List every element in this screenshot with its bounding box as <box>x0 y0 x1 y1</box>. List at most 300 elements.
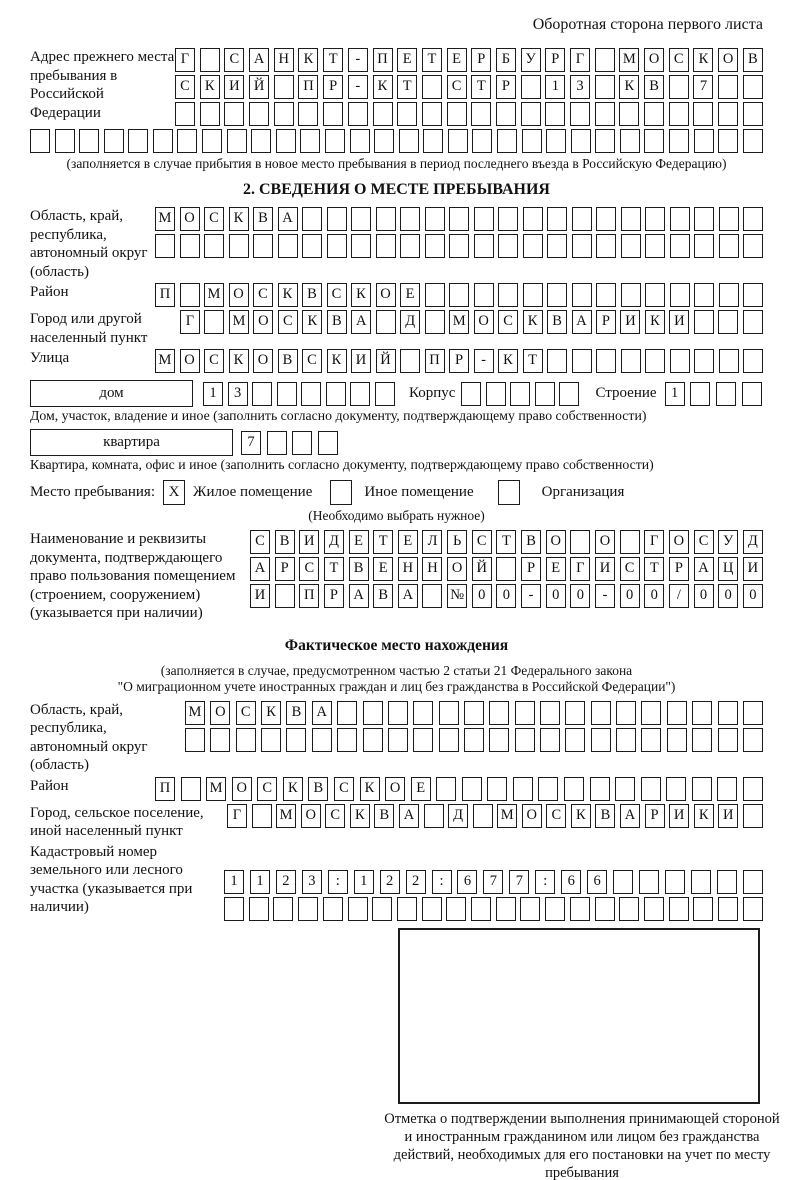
char-box[interactable]: 7 <box>483 870 503 894</box>
char-box[interactable] <box>373 102 393 126</box>
char-box[interactable] <box>448 129 468 153</box>
char-box[interactable]: В <box>595 804 615 828</box>
char-box[interactable]: К <box>498 349 518 373</box>
char-box[interactable]: О <box>253 310 273 334</box>
char-box[interactable]: О <box>229 283 249 307</box>
char-box[interactable]: Е <box>411 777 431 801</box>
char-box[interactable] <box>153 129 173 153</box>
char-box[interactable] <box>372 897 392 921</box>
char-box[interactable] <box>613 870 633 894</box>
char-box[interactable] <box>743 207 763 231</box>
char-box[interactable] <box>498 234 518 258</box>
char-box[interactable]: М <box>497 804 517 828</box>
char-box[interactable] <box>227 129 247 153</box>
char-box[interactable]: К <box>298 48 318 72</box>
char-box[interactable]: 0 <box>620 584 640 608</box>
char-box[interactable]: 1 <box>203 382 223 406</box>
char-box[interactable] <box>545 102 565 126</box>
prev-address-row-3[interactable] <box>175 102 763 126</box>
char-box[interactable] <box>572 349 592 373</box>
char-box[interactable] <box>523 234 543 258</box>
char-box[interactable] <box>595 897 615 921</box>
char-box[interactable] <box>286 728 306 752</box>
char-box[interactable] <box>425 310 445 334</box>
char-box[interactable]: Р <box>324 584 344 608</box>
char-box[interactable] <box>224 897 244 921</box>
char-box[interactable] <box>447 102 467 126</box>
actual-city-row[interactable] <box>227 804 763 828</box>
char-box[interactable]: 0 <box>644 584 664 608</box>
char-box[interactable]: О <box>301 804 321 828</box>
char-box[interactable] <box>743 349 763 373</box>
char-box[interactable]: Р <box>669 557 689 581</box>
char-box[interactable]: : <box>535 870 555 894</box>
char-box[interactable] <box>522 129 542 153</box>
char-box[interactable] <box>350 129 370 153</box>
char-box[interactable]: М <box>155 207 175 231</box>
char-box[interactable]: К <box>693 48 713 72</box>
char-box[interactable] <box>691 870 711 894</box>
char-box[interactable] <box>596 234 616 258</box>
char-box[interactable] <box>323 102 343 126</box>
char-box[interactable] <box>570 530 590 554</box>
char-box[interactable]: С <box>498 310 518 334</box>
char-box[interactable]: 1 <box>665 382 685 406</box>
char-box[interactable] <box>326 382 346 406</box>
char-box[interactable]: А <box>399 804 419 828</box>
char-box[interactable] <box>743 310 763 334</box>
char-box[interactable] <box>743 804 763 828</box>
char-box[interactable]: Г <box>570 48 590 72</box>
char-box[interactable] <box>472 129 492 153</box>
char-box[interactable]: С <box>447 75 467 99</box>
char-box[interactable]: 6 <box>587 870 607 894</box>
char-box[interactable]: Й <box>472 557 492 581</box>
char-box[interactable] <box>515 701 535 725</box>
document-row-2[interactable] <box>250 557 763 581</box>
char-box[interactable] <box>719 283 739 307</box>
char-box[interactable]: С <box>334 777 354 801</box>
char-box[interactable] <box>464 728 484 752</box>
char-box[interactable]: П <box>155 777 175 801</box>
char-box[interactable] <box>496 102 516 126</box>
char-box[interactable] <box>397 102 417 126</box>
char-box[interactable] <box>446 897 466 921</box>
char-box[interactable]: А <box>351 310 371 334</box>
char-box[interactable] <box>645 349 665 373</box>
char-box[interactable]: Е <box>349 530 369 554</box>
char-box[interactable]: И <box>595 557 615 581</box>
char-box[interactable]: О <box>644 48 664 72</box>
char-box[interactable] <box>486 382 506 406</box>
char-box[interactable] <box>30 129 50 153</box>
char-box[interactable] <box>565 701 585 725</box>
char-box[interactable] <box>327 207 347 231</box>
char-box[interactable] <box>489 701 509 725</box>
char-box[interactable]: 3 <box>570 75 590 99</box>
char-box[interactable] <box>565 728 585 752</box>
char-box[interactable]: О <box>595 530 615 554</box>
char-box[interactable] <box>564 777 584 801</box>
char-box[interactable] <box>425 234 445 258</box>
char-box[interactable] <box>155 234 175 258</box>
char-box[interactable]: О <box>180 349 200 373</box>
char-box[interactable]: 6 <box>561 870 581 894</box>
char-box[interactable]: К <box>373 75 393 99</box>
char-box[interactable] <box>743 75 763 99</box>
char-box[interactable] <box>473 804 493 828</box>
char-box[interactable]: 1 <box>354 870 374 894</box>
char-box[interactable] <box>252 382 272 406</box>
char-box[interactable] <box>363 728 383 752</box>
char-box[interactable] <box>559 382 579 406</box>
char-box[interactable]: О <box>376 283 396 307</box>
char-box[interactable]: В <box>308 777 328 801</box>
cadastral-row-1[interactable] <box>224 870 763 894</box>
char-box[interactable] <box>251 129 271 153</box>
char-box[interactable]: С <box>257 777 277 801</box>
char-box[interactable]: М <box>206 777 226 801</box>
char-box[interactable]: С <box>302 349 322 373</box>
char-box[interactable]: К <box>229 207 249 231</box>
char-box[interactable] <box>621 349 641 373</box>
char-box[interactable]: - <box>474 349 494 373</box>
char-box[interactable] <box>572 207 592 231</box>
char-box[interactable]: С <box>472 530 492 554</box>
char-box[interactable]: С <box>299 557 319 581</box>
char-box[interactable]: Т <box>397 75 417 99</box>
char-box[interactable] <box>595 48 615 72</box>
char-box[interactable] <box>667 701 687 725</box>
char-box[interactable]: Р <box>275 557 295 581</box>
char-box[interactable] <box>388 728 408 752</box>
char-box[interactable] <box>670 283 690 307</box>
char-box[interactable] <box>641 777 661 801</box>
char-box[interactable] <box>645 234 665 258</box>
char-box[interactable]: О <box>669 530 689 554</box>
char-box[interactable] <box>399 129 419 153</box>
char-box[interactable] <box>719 234 739 258</box>
char-box[interactable]: - <box>348 48 368 72</box>
char-box[interactable]: И <box>743 557 763 581</box>
char-box[interactable] <box>180 234 200 258</box>
char-box[interactable] <box>547 349 567 373</box>
char-box[interactable] <box>413 728 433 752</box>
char-box[interactable] <box>439 728 459 752</box>
char-box[interactable] <box>743 129 763 153</box>
char-box[interactable]: Ь <box>447 530 467 554</box>
checkbox-org[interactable] <box>498 480 520 505</box>
char-box[interactable]: С <box>253 283 273 307</box>
char-box[interactable] <box>743 701 763 725</box>
char-box[interactable]: С <box>204 349 224 373</box>
char-box[interactable] <box>177 129 197 153</box>
char-box[interactable]: Г <box>175 48 195 72</box>
char-box[interactable]: 7 <box>509 870 529 894</box>
document-row-1[interactable] <box>250 530 763 554</box>
char-box[interactable]: Р <box>645 804 665 828</box>
korpus-cells[interactable] <box>461 382 579 406</box>
char-box[interactable] <box>694 207 714 231</box>
prev-address-row-2[interactable] <box>175 75 763 99</box>
char-box[interactable]: У <box>521 48 541 72</box>
char-box[interactable]: О <box>522 804 542 828</box>
char-box[interactable]: Р <box>596 310 616 334</box>
char-box[interactable]: Р <box>545 48 565 72</box>
char-box[interactable]: К <box>645 310 665 334</box>
char-box[interactable]: С <box>224 48 244 72</box>
char-box[interactable]: И <box>718 804 738 828</box>
char-box[interactable]: 3 <box>302 870 322 894</box>
char-box[interactable]: К <box>619 75 639 99</box>
char-box[interactable]: 7 <box>693 75 713 99</box>
char-box[interactable] <box>376 310 396 334</box>
char-box[interactable]: 0 <box>496 584 516 608</box>
char-box[interactable] <box>540 701 560 725</box>
char-box[interactable] <box>670 234 690 258</box>
char-box[interactable] <box>596 283 616 307</box>
char-box[interactable] <box>547 283 567 307</box>
char-box[interactable]: О <box>474 310 494 334</box>
char-box[interactable] <box>644 129 664 153</box>
char-box[interactable] <box>229 234 249 258</box>
char-box[interactable] <box>692 728 712 752</box>
char-box[interactable]: О <box>447 557 467 581</box>
char-box[interactable]: 0 <box>718 584 738 608</box>
char-box[interactable] <box>743 897 763 921</box>
char-box[interactable]: А <box>694 557 714 581</box>
char-box[interactable] <box>596 207 616 231</box>
char-box[interactable]: № <box>447 584 467 608</box>
char-box[interactable]: Й <box>376 349 396 373</box>
char-box[interactable] <box>572 283 592 307</box>
char-box[interactable]: П <box>299 584 319 608</box>
region-row-1[interactable] <box>155 207 763 231</box>
char-box[interactable]: 1 <box>224 870 244 894</box>
char-box[interactable] <box>462 777 482 801</box>
char-box[interactable] <box>400 234 420 258</box>
char-box[interactable] <box>422 75 442 99</box>
char-box[interactable] <box>718 310 738 334</box>
char-box[interactable] <box>267 431 287 455</box>
char-box[interactable]: В <box>743 48 763 72</box>
char-box[interactable] <box>180 283 200 307</box>
char-box[interactable] <box>644 102 664 126</box>
char-box[interactable]: Г <box>570 557 590 581</box>
char-box[interactable] <box>693 897 713 921</box>
char-box[interactable]: С <box>204 207 224 231</box>
char-box[interactable] <box>498 283 518 307</box>
char-box[interactable]: А <box>620 804 640 828</box>
char-box[interactable]: А <box>349 584 369 608</box>
char-box[interactable]: Е <box>373 557 393 581</box>
char-box[interactable] <box>397 897 417 921</box>
char-box[interactable] <box>520 897 540 921</box>
char-box[interactable]: К <box>261 701 281 725</box>
char-box[interactable] <box>325 129 345 153</box>
char-box[interactable]: С <box>250 530 270 554</box>
char-box[interactable]: Т <box>323 48 343 72</box>
char-box[interactable] <box>595 129 615 153</box>
char-box[interactable] <box>523 283 543 307</box>
char-box[interactable] <box>645 207 665 231</box>
char-box[interactable] <box>55 129 75 153</box>
char-box[interactable]: 7 <box>241 431 261 455</box>
char-box[interactable] <box>718 102 738 126</box>
char-box[interactable] <box>717 870 737 894</box>
char-box[interactable]: Т <box>471 75 491 99</box>
char-box[interactable]: В <box>521 530 541 554</box>
char-box[interactable]: К <box>351 283 371 307</box>
char-box[interactable] <box>665 870 685 894</box>
char-box[interactable]: И <box>620 310 640 334</box>
char-box[interactable]: К <box>523 310 543 334</box>
char-box[interactable] <box>621 283 641 307</box>
char-box[interactable]: Т <box>523 349 543 373</box>
district-row[interactable] <box>155 283 763 307</box>
char-box[interactable] <box>252 804 272 828</box>
char-box[interactable] <box>210 728 230 752</box>
char-box[interactable] <box>743 870 763 894</box>
char-box[interactable] <box>667 728 687 752</box>
char-box[interactable]: И <box>669 804 689 828</box>
char-box[interactable] <box>422 102 442 126</box>
char-box[interactable] <box>175 102 195 126</box>
char-box[interactable]: Т <box>644 557 664 581</box>
char-box[interactable] <box>621 207 641 231</box>
char-box[interactable] <box>496 897 516 921</box>
char-box[interactable]: И <box>299 530 319 554</box>
char-box[interactable] <box>692 701 712 725</box>
char-box[interactable]: К <box>200 75 220 99</box>
char-box[interactable]: С <box>236 701 256 725</box>
char-box[interactable]: М <box>155 349 175 373</box>
char-box[interactable]: 0 <box>694 584 714 608</box>
char-box[interactable]: : <box>328 870 348 894</box>
char-box[interactable] <box>388 701 408 725</box>
char-box[interactable]: Т <box>324 557 344 581</box>
char-box[interactable] <box>590 777 610 801</box>
char-box[interactable] <box>337 701 357 725</box>
street-row[interactable] <box>155 349 763 373</box>
char-box[interactable] <box>619 897 639 921</box>
char-box[interactable] <box>620 530 640 554</box>
char-box[interactable] <box>716 382 736 406</box>
char-box[interactable] <box>376 234 396 258</box>
char-box[interactable]: С <box>175 75 195 99</box>
char-box[interactable] <box>545 897 565 921</box>
char-box[interactable]: М <box>619 48 639 72</box>
char-box[interactable] <box>249 897 269 921</box>
char-box[interactable] <box>249 102 269 126</box>
char-box[interactable] <box>424 804 444 828</box>
char-box[interactable] <box>670 207 690 231</box>
char-box[interactable] <box>436 777 456 801</box>
char-box[interactable] <box>278 234 298 258</box>
char-box[interactable] <box>521 102 541 126</box>
char-box[interactable]: 0 <box>570 584 590 608</box>
char-box[interactable] <box>639 870 659 894</box>
char-box[interactable]: А <box>398 584 418 608</box>
char-box[interactable]: Т <box>496 530 516 554</box>
char-box[interactable] <box>489 728 509 752</box>
char-box[interactable] <box>641 728 661 752</box>
char-box[interactable] <box>318 431 338 455</box>
char-box[interactable] <box>348 102 368 126</box>
char-box[interactable] <box>312 728 332 752</box>
char-box[interactable]: Д <box>743 530 763 554</box>
char-box[interactable]: 0 <box>546 584 566 608</box>
char-box[interactable] <box>595 102 615 126</box>
actual-region-row-2[interactable] <box>185 728 763 752</box>
char-box[interactable] <box>718 75 738 99</box>
char-box[interactable]: В <box>349 557 369 581</box>
char-box[interactable]: Е <box>397 48 417 72</box>
actual-district-row[interactable] <box>155 777 763 801</box>
char-box[interactable] <box>374 129 394 153</box>
char-box[interactable]: А <box>572 310 592 334</box>
char-box[interactable] <box>301 382 321 406</box>
char-box[interactable] <box>669 102 689 126</box>
prev-address-row-1[interactable] <box>175 48 763 72</box>
char-box[interactable] <box>422 584 442 608</box>
char-box[interactable]: А <box>249 48 269 72</box>
char-box[interactable]: А <box>250 557 270 581</box>
char-box[interactable]: К <box>302 310 322 334</box>
char-box[interactable]: К <box>571 804 591 828</box>
char-box[interactable]: Е <box>447 48 467 72</box>
char-box[interactable]: В <box>374 804 394 828</box>
char-box[interactable] <box>273 897 293 921</box>
char-box[interactable] <box>669 897 689 921</box>
checkbox-inoe[interactable] <box>330 480 352 505</box>
char-box[interactable]: Г <box>644 530 664 554</box>
char-box[interactable]: 3 <box>228 382 248 406</box>
char-box[interactable]: В <box>373 584 393 608</box>
char-box[interactable]: К <box>283 777 303 801</box>
char-box[interactable] <box>621 234 641 258</box>
char-box[interactable]: Т <box>373 530 393 554</box>
char-box[interactable] <box>275 584 295 608</box>
char-box[interactable] <box>253 234 273 258</box>
char-box[interactable]: У <box>718 530 738 554</box>
char-box[interactable]: Л <box>422 530 442 554</box>
char-box[interactable]: Д <box>324 530 344 554</box>
char-box[interactable] <box>474 283 494 307</box>
char-box[interactable] <box>202 129 222 153</box>
char-box[interactable] <box>104 129 124 153</box>
char-box[interactable] <box>200 48 220 72</box>
char-box[interactable] <box>540 728 560 752</box>
char-box[interactable] <box>669 129 689 153</box>
char-box[interactable]: К <box>229 349 249 373</box>
char-box[interactable] <box>616 728 636 752</box>
char-box[interactable]: Г <box>227 804 247 828</box>
char-box[interactable]: Д <box>400 310 420 334</box>
char-box[interactable] <box>719 349 739 373</box>
house-number-cells[interactable] <box>203 382 395 406</box>
char-box[interactable] <box>261 728 281 752</box>
char-box[interactable] <box>471 897 491 921</box>
char-box[interactable] <box>300 129 320 153</box>
char-box[interactable] <box>413 701 433 725</box>
char-box[interactable] <box>595 75 615 99</box>
char-box[interactable] <box>363 701 383 725</box>
char-box[interactable] <box>128 129 148 153</box>
char-box[interactable] <box>521 75 541 99</box>
char-box[interactable] <box>487 777 507 801</box>
char-box[interactable]: : <box>432 870 452 894</box>
